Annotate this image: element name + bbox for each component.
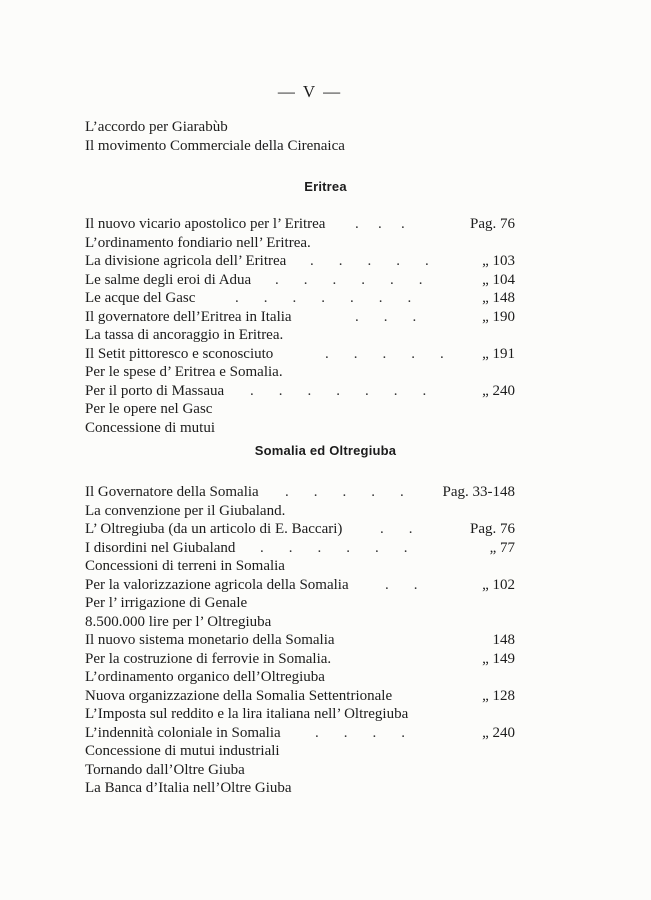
- toc-entry: [85, 234, 515, 253]
- entry-title: Il governatore dell’Eritrea in Italia: [85, 309, 292, 325]
- toc-entry: [85, 613, 515, 632]
- toc-entry: [85, 761, 515, 780]
- toc-entry: [85, 650, 515, 669]
- toc-entry: Il governatore dell’Eritrea in Italia . . . „ 190: [85, 309, 515, 325]
- toc-entry: [85, 705, 515, 724]
- entry-title: Per le spese d’ Eritrea e Somalia.: [85, 364, 283, 380]
- toc-entry: L’ Oltregiuba (da un articolo di E. Baccari) . . Pag. 76: [85, 521, 515, 537]
- toc-entry: [85, 631, 515, 650]
- entry-title: L’ordinamento fondiario nell’ Eritrea.: [85, 235, 311, 251]
- entry-page: „ 240: [482, 383, 515, 399]
- toc-entry: [85, 594, 515, 613]
- entry-page: „ 149: [482, 651, 515, 667]
- entry-title: La divisione agricola dell’ Eritrea: [85, 253, 287, 269]
- entry-title: Le salme degli eroi di Adua: [85, 272, 252, 288]
- toc-entry: La divisione agricola dell’ Eritrea . . . . . „ 103: [85, 253, 515, 269]
- page-number: — V —: [277, 82, 343, 101]
- toc-entry: Le salme degli eroi di Adua . . . . . . „ 104: [85, 272, 515, 288]
- toc-entry: [85, 557, 515, 576]
- entry-page: „ 128: [482, 688, 515, 704]
- entry-title: Il nuovo vicario apostolico per l’ Eritrea: [85, 216, 326, 232]
- section-heading-somalia: Somalia ed Oltregiuba: [254, 443, 397, 458]
- entry-title: Per l’ irrigazione di Genale: [85, 595, 248, 611]
- entry-title: Il nuovo sistema monetario della Somalia: [85, 632, 335, 648]
- toc-entry: Per la valorizzazione agricola della Somalia . . „ 102: [85, 577, 515, 593]
- entry-title: Per il porto di Massaua: [85, 383, 225, 399]
- entry-title: I disordini nel Giubaland: [85, 540, 236, 556]
- entry-page: 148: [492, 632, 515, 648]
- toc-entry: [85, 137, 515, 156]
- entry-page: „ 77: [489, 540, 515, 556]
- entry-title: L’Imposta sul reddito e la lira italiana nell’ Oltregiuba: [85, 706, 409, 722]
- toc-entry: [85, 326, 515, 345]
- toc-entry: [85, 502, 515, 521]
- entry-page: „ 240: [482, 725, 515, 741]
- toc-entry: Le acque del Gasc . . . . . . . „ 148: [85, 290, 515, 306]
- toc-entry: [85, 779, 515, 798]
- entry-page: „ 102: [482, 577, 515, 593]
- entry-title: Per la costruzione di ferrovie in Somalia.: [85, 651, 332, 667]
- entry-page: „ 148: [482, 290, 515, 306]
- toc-entry: [85, 118, 515, 137]
- entry-page: Pag. 33-148: [442, 484, 515, 500]
- toc-entry: [85, 363, 515, 382]
- entry-title: 8.500.000 lire per l’ Oltregiuba: [85, 614, 272, 630]
- entry-title: Concessione di mutui industriali: [85, 743, 280, 759]
- toc-entry: [85, 687, 515, 706]
- entry-title: Il movimento Commerciale della Cirenaica: [85, 138, 345, 154]
- entry-page: „ 190: [482, 309, 515, 325]
- entry-page: „ 191: [482, 346, 515, 362]
- section-heading-eritrea: Eritrea: [304, 179, 347, 194]
- toc-entry: Il Governatore della Somalia . . . . . Pag. 33-148: [85, 484, 515, 500]
- entry-title: Le acque del Gasc: [85, 290, 196, 306]
- entry-title: Per le opere nel Gasc: [85, 401, 213, 417]
- entry-title: Il Governatore della Somalia: [85, 484, 259, 500]
- entry-title: La convenzione per il Giubaland.: [85, 503, 286, 519]
- entry-title: La tassa di ancoraggio in Eritrea.: [85, 327, 284, 343]
- toc-entry: [85, 400, 515, 419]
- entry-title: Tornando dall’Oltre Giuba: [85, 762, 245, 778]
- entry-title: L’indennità coloniale in Somalia: [85, 725, 281, 741]
- entry-title: L’accordo per Giarabùb: [85, 119, 228, 135]
- entry-title: L’ordinamento organico dell’Oltregiuba: [85, 669, 325, 685]
- toc-entry: [85, 742, 515, 761]
- entry-title: Concessione di mutui: [85, 420, 215, 436]
- toc-entry: Per il porto di Massaua . . . . . . . „ 240: [85, 383, 515, 399]
- entry-title: L’ Oltregiuba (da un articolo di E. Baccari): [85, 521, 343, 537]
- entry-title: Il Setit pittoresco e sconosciuto: [85, 346, 274, 362]
- entry-page: „ 104: [482, 272, 515, 288]
- entry-title: Concessioni di terreni in Somalia: [85, 558, 285, 574]
- toc-entry: L’indennità coloniale in Somalia . . . . „ 240: [85, 725, 515, 741]
- entry-page: „ 103: [482, 253, 515, 269]
- entry-title: Nuova organizzazione della Somalia Settentrionale: [85, 688, 393, 704]
- toc-entry: [85, 419, 515, 438]
- entry-page: Pag. 76: [470, 521, 515, 537]
- entry-page: Pag. 76: [470, 216, 515, 232]
- toc-entry: I disordini nel Giubaland . . . . . . „ 77: [85, 540, 515, 556]
- toc-entry: Il nuovo vicario apostolico per l’ Eritrea . . . Pag. 76: [85, 216, 515, 232]
- entry-title: Per la valorizzazione agricola della Somalia: [85, 577, 349, 593]
- entry-title: La Banca d’Italia nell’Oltre Giuba: [85, 780, 292, 796]
- toc-entry: [85, 668, 515, 687]
- toc-entry: Il Setit pittoresco e sconosciuto . . . . . „ 191: [85, 346, 515, 362]
